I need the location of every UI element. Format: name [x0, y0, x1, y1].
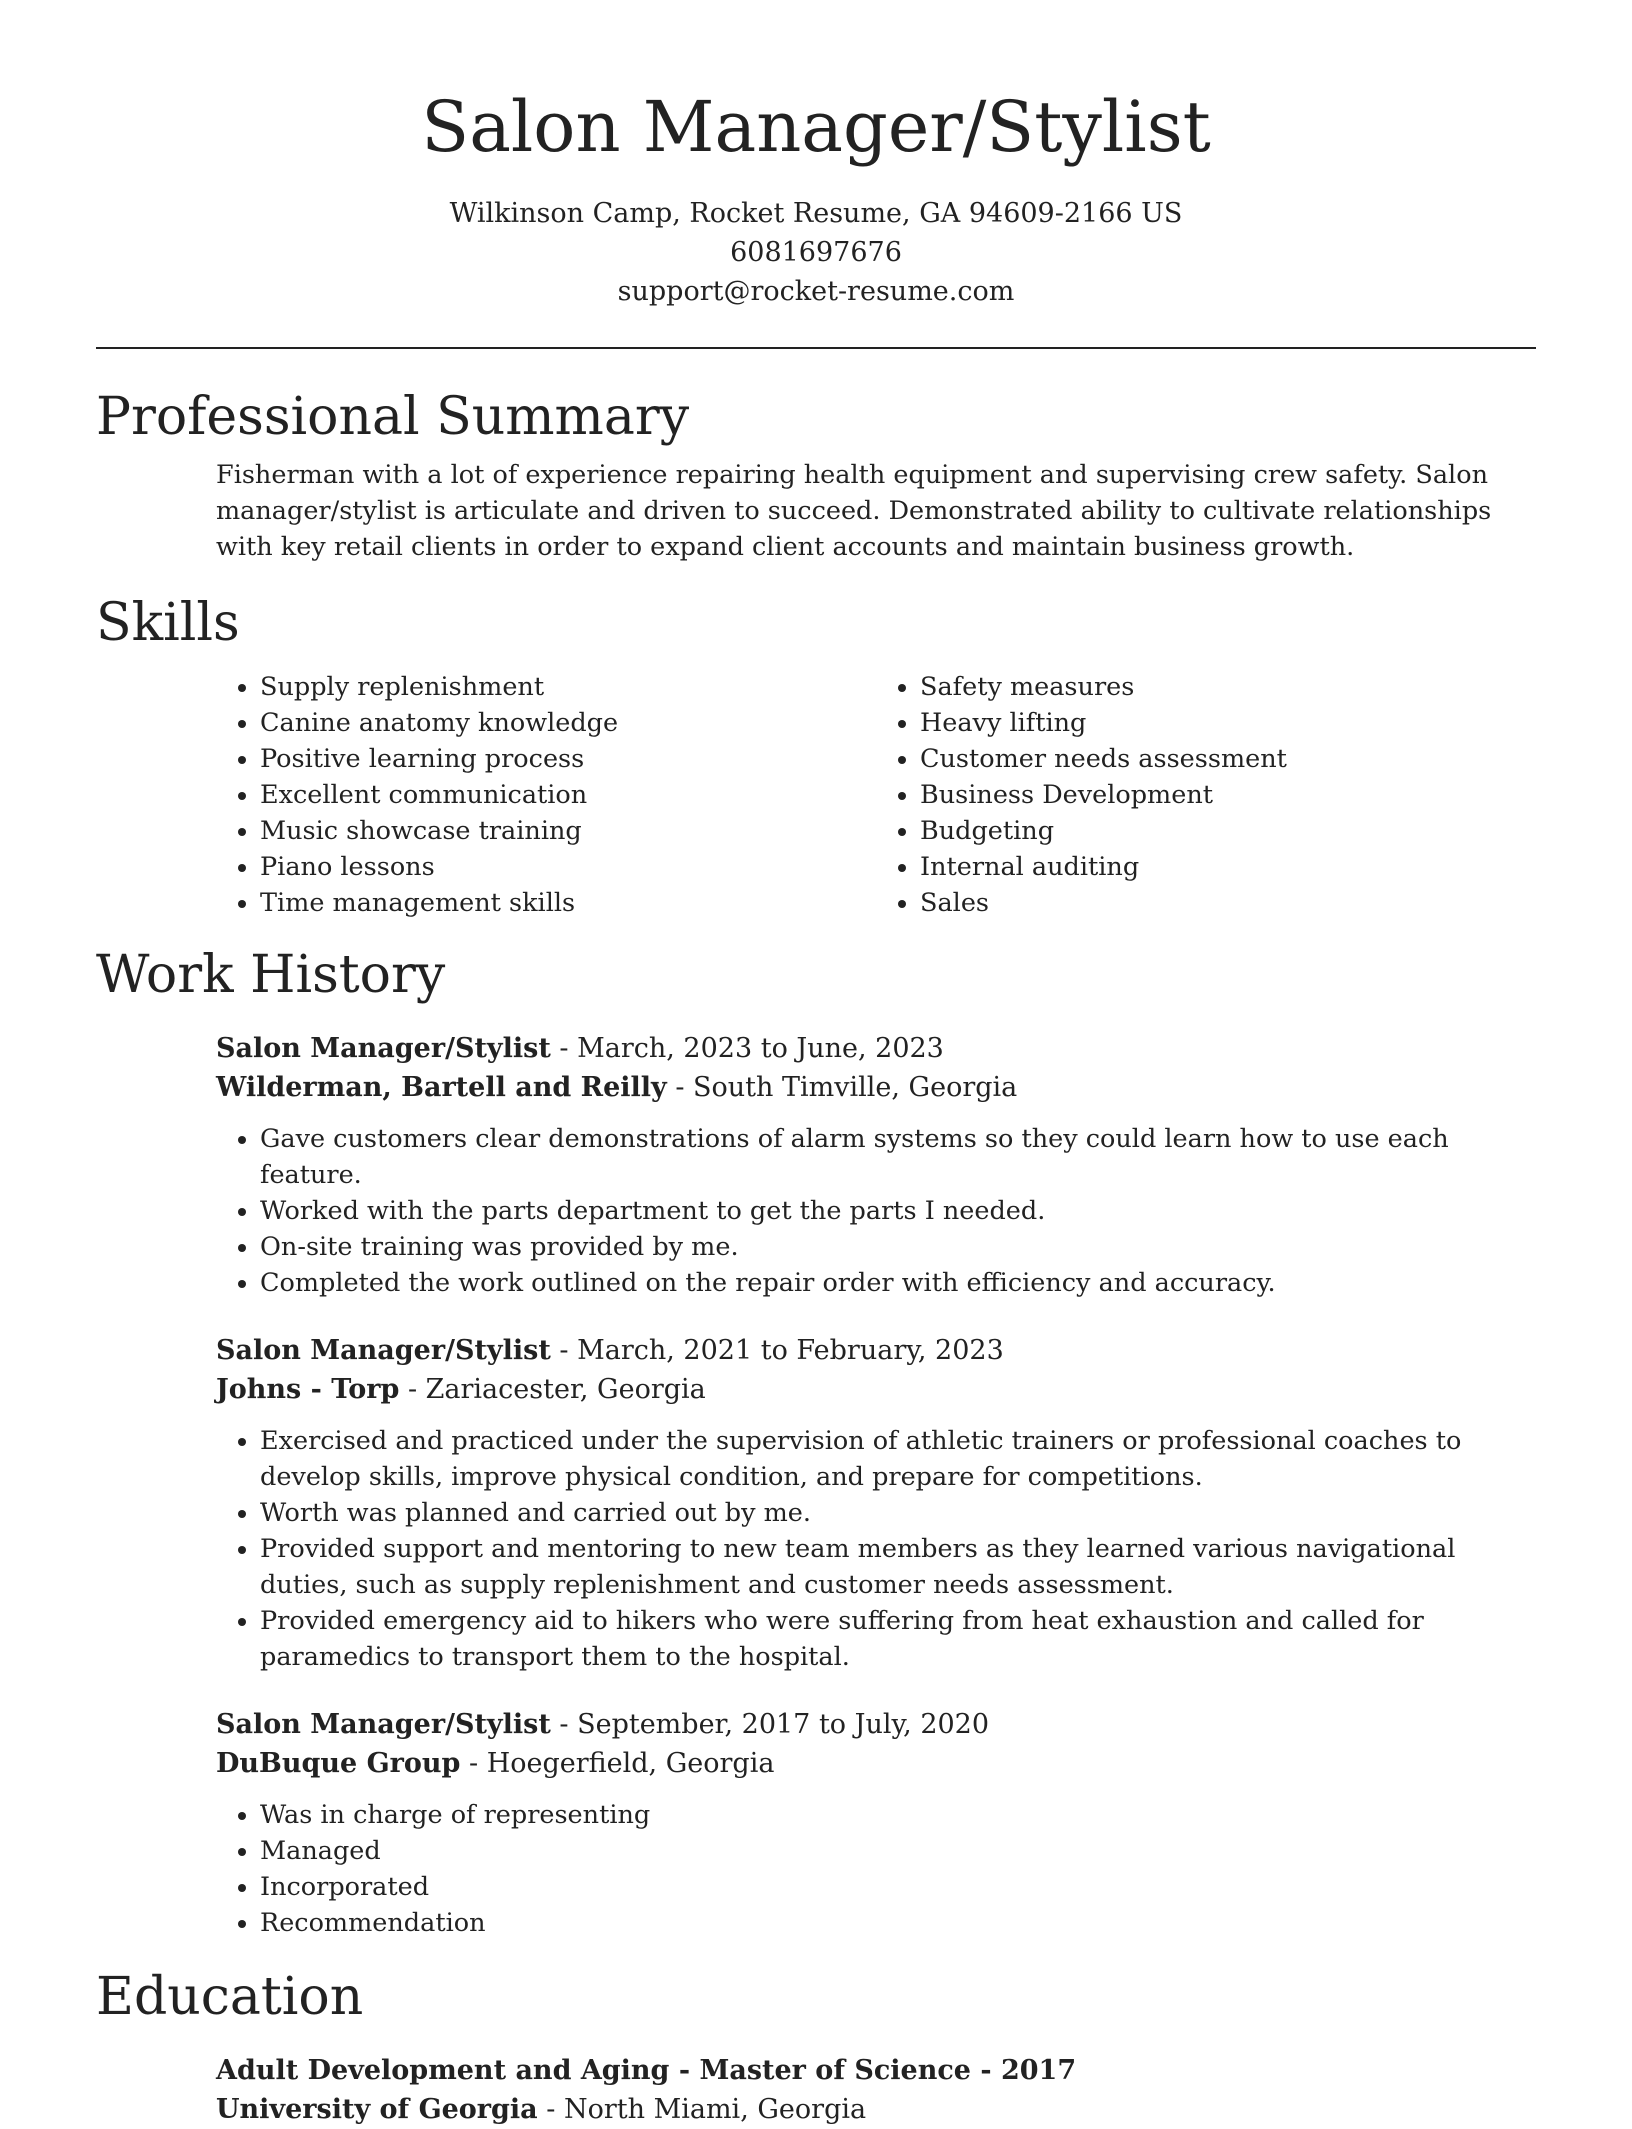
education-section [96, 1963, 1536, 2129]
job-title-line [216, 1029, 1536, 1068]
job-location: Zariacester, Georgia [425, 1374, 706, 1405]
skill-item: • Customer needs assessment [920, 741, 1536, 777]
separator: - [666, 1072, 694, 1103]
phone-text: 6081697676 [730, 237, 902, 268]
job-duty: • Worth was planned and carried out by me. [260, 1495, 1536, 1531]
degree-type: Master of Science [699, 2055, 971, 2086]
job-duty: • Gave customers clear demonstrations of alarm systems so they could learn how to use each feature. [260, 1121, 1536, 1193]
job-company-line [216, 1370, 1536, 1409]
job-duties-list [216, 1121, 1536, 1301]
skill-item: • Music showcase training [260, 813, 876, 849]
separator: - [970, 2055, 1001, 2086]
degree-line [216, 2051, 1536, 2090]
skills-left-list [216, 669, 876, 921]
skills-section [96, 589, 1536, 921]
skills-right-list [876, 669, 1536, 921]
separator: - [669, 2055, 700, 2086]
job-duty: • Provided emergency aid to hikers who were suffering from heat exhaustion and called for paramedics to transport them to the hospital. [260, 1603, 1536, 1675]
candidate-name: Salon Manager/Stylist [421, 86, 1211, 168]
skill-item: • Business Development [920, 777, 1536, 813]
separator: - [460, 1748, 487, 1779]
job-entry [216, 1029, 1536, 1301]
job-company: DuBuque Group [216, 1748, 461, 1779]
job-title: Salon Manager/Stylist [216, 1709, 551, 1740]
separator: - [537, 2094, 564, 2125]
skill-item: • Positive learning process [260, 741, 876, 777]
degree-field: Adult Development and Aging [216, 2055, 670, 2086]
email-text: support@rocket-resume.com [617, 276, 1015, 307]
skills-heading: Skills [96, 593, 240, 653]
summary-heading: Professional Summary [96, 387, 690, 447]
contact-info [96, 194, 1536, 311]
job-duty: • Completed the work outlined on the repair order with efficiency and accuracy. [260, 1265, 1536, 1301]
skill-item: • Time management skills [260, 885, 876, 921]
job-entry [216, 1331, 1536, 1675]
header-divider [96, 347, 1536, 349]
job-title: Salon Manager/Stylist [216, 1033, 551, 1064]
skill-item: • Sales [920, 885, 1536, 921]
job-title: Salon Manager/Stylist [216, 1335, 551, 1366]
education-heading: Education [96, 1967, 364, 2027]
skill-item: • Canine anatomy knowledge [260, 705, 876, 741]
job-location: Hoegerfield, Georgia [486, 1748, 775, 1779]
job-dates: March, 2021 to February, 2023 [577, 1335, 1004, 1366]
job-dates: September, 2017 to July, 2020 [577, 1709, 990, 1740]
separator: - [399, 1374, 426, 1405]
job-title-line [216, 1331, 1536, 1370]
job-company: Johns - Torp [216, 1374, 400, 1405]
resume-header [96, 0, 1536, 311]
skill-item: • Budgeting [920, 813, 1536, 849]
job-duty: • Worked with the parts department to get the parts I needed. [260, 1193, 1536, 1229]
job-company-line [216, 1744, 1536, 1783]
job-duties-list [216, 1423, 1536, 1675]
job-duties-list [216, 1797, 1536, 1941]
job-duty: • Managed [260, 1833, 1536, 1869]
degree-year: 2017 [1000, 2055, 1077, 2086]
skill-item: • Safety measures [920, 669, 1536, 705]
school-location: North Miami, Georgia [563, 2094, 867, 2125]
job-company-line [216, 1068, 1536, 1107]
job-duty: • On-site training was provided by me. [260, 1229, 1536, 1265]
skill-item: • Internal auditing [920, 849, 1536, 885]
skill-item: • Excellent communication [260, 777, 876, 813]
separator: - [550, 1709, 578, 1740]
job-duty: • Was in charge of representing [260, 1797, 1536, 1833]
separator: - [550, 1335, 578, 1366]
address-text: Wilkinson Camp, Rocket Resume, GA 94609-2166 US [449, 198, 1183, 229]
job-duty: • Provided support and mentoring to new team members as they learned various navigational duties, such as supply replenishment and customer needs assessment. [260, 1531, 1536, 1603]
job-duty: • Incorporated [260, 1869, 1536, 1905]
summary-section [96, 383, 1536, 565]
skill-item: • Supply replenishment [260, 669, 876, 705]
job-entry [216, 1705, 1536, 1941]
school-line [216, 2090, 1536, 2129]
skills-columns [216, 669, 1536, 921]
work-history-heading: Work History [96, 945, 446, 1005]
skill-item: • Piano lessons [260, 849, 876, 885]
job-duty: • Exercised and practiced under the supervision of athletic trainers or professional coaches to develop skills, improve physical condition, and prepare for competitions. [260, 1423, 1536, 1495]
job-title-line [216, 1705, 1536, 1744]
job-dates: March, 2023 to June, 2023 [577, 1033, 944, 1064]
separator: - [550, 1033, 578, 1064]
summary-text: Fisherman with a lot of experience repairing health equipment and supervising crew safety. Salon manager/stylist is articulate and driven to succeed. Demonstrated ability to cultivate relationships with key retail clients in order to expand client accounts and maintain business growth. [216, 460, 1492, 562]
work-history-section [96, 941, 1536, 1941]
job-location: South Timville, Georgia [693, 1072, 1018, 1103]
job-company: Wilderman, Bartell and Reilly [216, 1072, 667, 1103]
school-name: University of Georgia [216, 2094, 538, 2125]
education-entry [216, 2051, 1536, 2129]
skill-item: • Heavy lifting [920, 705, 1536, 741]
job-duty: • Recommendation [260, 1905, 1536, 1941]
